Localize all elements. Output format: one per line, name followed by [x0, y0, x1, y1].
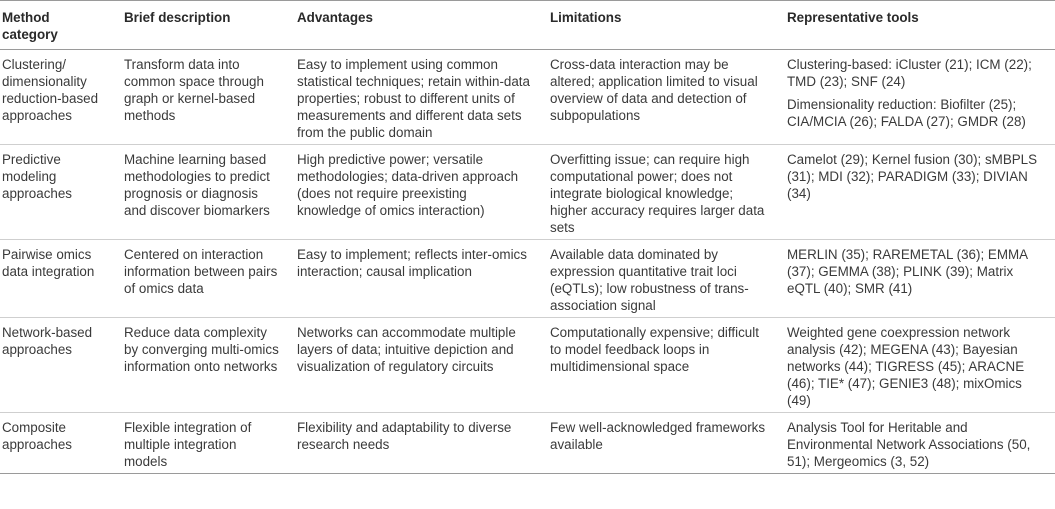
header-advantages: Advantages	[297, 10, 373, 25]
header-brief-description: Brief description	[124, 10, 231, 25]
limitations-cell: Overfitting issue; can require high computational power; does not integrate biological knowledge; higher accuracy requires larger data sets	[550, 152, 765, 235]
header-method-category: Method category	[2, 10, 58, 42]
tools-cell: MERLIN (35); RAREMETAL (36); EMMA (37); GEMMA (38); PLINK (39); Matrix eQTL (40); SMR (41)	[787, 247, 1028, 296]
table-row	[0, 318, 1055, 413]
header-limitations: Limitations	[550, 10, 622, 25]
table-header-row	[0, 1, 1055, 50]
methods-table	[0, 1, 1055, 474]
advantages-cell: Easy to implement using common statistical techniques; retain within-data properties; robust to different units of measurements and different data sets from the public domain	[297, 57, 530, 140]
description-cell: Transform data into common space through graph or kernel-based methods	[124, 57, 264, 123]
advantages-cell: High predictive power; versatile methodologies; data-driven approach (does not require preexisting knowledge of omics interaction)	[297, 152, 519, 218]
description-cell: Centered on interaction information between pairs of omics data	[124, 247, 278, 296]
method-cell: Clustering/ dimensionality reduction-based approaches	[2, 57, 99, 123]
method-cell: Predictive modeling approaches	[2, 152, 72, 201]
method-cell: Pairwise omics data integration	[2, 247, 95, 279]
description-cell: Flexible integration of multiple integration models	[124, 420, 252, 469]
table-row	[0, 240, 1055, 318]
header-representative-tools: Representative tools	[787, 10, 919, 25]
table-row	[0, 413, 1055, 474]
limitations-cell: Available data dominated by expression quantitative trait loci (eQTLs); low robustness of trans-association signal	[550, 247, 749, 313]
advantages-cell: Easy to implement; reflects inter-omics interaction; causal implication	[297, 247, 527, 279]
advantages-cell: Networks can accommodate multiple layers of data; intuitive depiction and visualization of regulatory circuits	[297, 325, 516, 374]
tools-cell: Camelot (29); Kernel fusion (30); sMBPLS (31); MDI (32); PARADIGM (33); DIVIAN (34)	[787, 152, 1038, 201]
limitations-cell: Computationally expensive; difficult to model feedback loops in multidimensional space	[550, 325, 759, 374]
tools-cell: Weighted gene coexpression network analysis (42); MEGENA (43); Bayesian networks (44); TIGRESS (45); ARACNE (46); TIE* (47); GENIE3 (48); mixOmics (49)	[787, 325, 1025, 408]
description-cell: Reduce data complexity by converging multi-omics information onto networks	[124, 325, 279, 374]
tools-dimensionality-reduction: Dimensionality reduction: Biofilter (25); CIA/MCIA (26); FALDA (27); GMDR (28)	[787, 97, 1026, 129]
tools-cell: Analysis Tool for Heritable and Environmental Network Associations (50, 51); Mergeomics (3, 52)	[787, 420, 1031, 469]
table-row	[0, 145, 1055, 240]
tools-cell	[777, 50, 1055, 145]
method-cell: Network-based approaches	[2, 325, 93, 357]
description-cell: Machine learning based methodologies to predict prognosis or diagnosis and discover biomarkers	[124, 152, 270, 218]
advantages-cell: Flexibility and adaptability to diverse research needs	[297, 420, 512, 452]
limitations-cell: Cross-data interaction may be altered; application limited to visual overview of data and detection of subpopulations	[550, 57, 758, 123]
table-row	[0, 50, 1055, 145]
limitations-cell: Few well-acknowledged frameworks available	[550, 420, 766, 452]
tools-clustering: Clustering-based: iCluster (21); ICM (22); TMD (23); SNF (24)	[787, 57, 1032, 89]
method-cell: Composite approaches	[2, 420, 72, 452]
